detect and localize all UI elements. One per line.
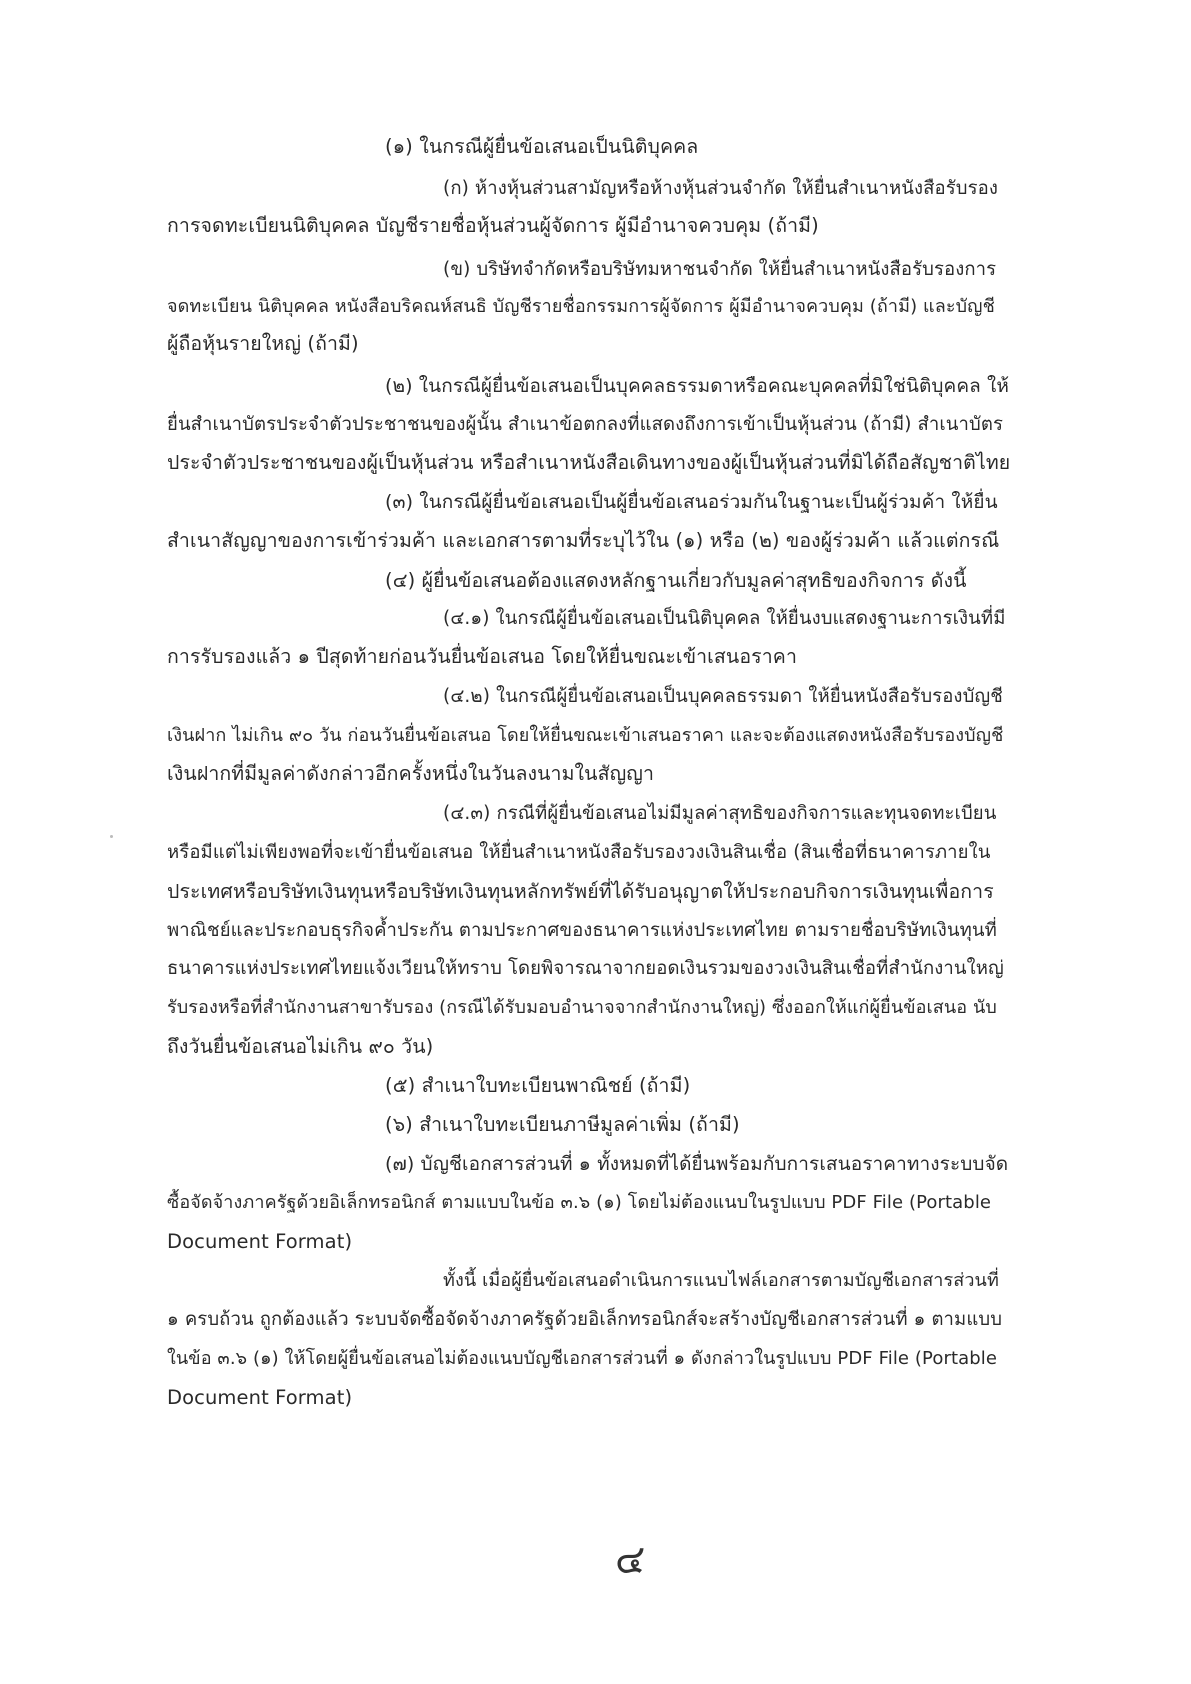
text-line: หรือมีแต่ไม่เพียงพอที่จะเข้ายื่นข้อเสนอ ให้ยื่นสำเนาหนังสือรับรองวงเงินสินเชื่อ (สินเชื่อที่ธนาคารภายใน: [167, 842, 991, 863]
text-line: จดทะเบียน นิติบุคคล หนังสือบริคณห์สนธิ บัญชีรายชื่อกรรมการผู้จัดการ ผู้มีอำนาจควบคุม (ถ้ามี) และบัญชี: [167, 296, 995, 317]
text-line: (๔) ผู้ยื่นข้อเสนอต้องแสดงหลักฐานเกี่ยวกับมูลค่าสุทธิของกิจการ ดังนี้: [385, 569, 967, 592]
text-line: (๖) สำเนาใบทะเบียนภาษีมูลค่าเพิ่ม (ถ้ามี): [385, 1113, 740, 1136]
text-line: ในข้อ ๓.๖ (๑) ให้โดยผู้ยื่นข้อเสนอไม่ต้องแนบบัญชีเอกสารส่วนที่ ๑ ดังกล่าวในรูปแบบ PDF File (Portable: [167, 1348, 998, 1369]
text-line: ๑ ครบถ้วน ถูกต้องแล้ว ระบบจัดซื้อจัดจ้างภาครัฐด้วยอิเล็กทรอนิกส์จะสร้างบัญชีเอกสารส่วนที่ ๑ ตามแบบ: [167, 1309, 1003, 1330]
text-line: พาณิชย์และประกอบธุรกิจค้ำประกัน ตามประกาศของธนาคารแห่งประเทศไทย ตามรายชื่อบริษัทเงินทุนที่: [167, 920, 997, 941]
text-line: Document Format): [167, 1230, 353, 1253]
text-line: ถึงวันยื่นข้อเสนอไม่เกิน ๙๐ วัน): [167, 1035, 434, 1058]
text-line: การจดทะเบียนนิติบุคคล บัญชีรายชื่อหุ้นส่วนผู้จัดการ ผู้มีอำนาจควบคุม (ถ้ามี): [167, 214, 819, 237]
text-line: ยื่นสำเนาบัตรประจำตัวประชาชนของผู้นั้น สำเนาข้อตกลงที่แสดงถึงการเข้าเป็นหุ้นส่วน (ถ้ามี) สำเนาบัตร: [167, 414, 1003, 435]
text-line: (๕) สำเนาใบทะเบียนพาณิชย์ (ถ้ามี): [385, 1074, 691, 1097]
page-number: ๔: [615, 1537, 646, 1583]
text-line: การรับรองแล้ว ๑ ปีสุดท้ายก่อนวันยื่นข้อเสนอ โดยให้ยื่นขณะเข้าเสนอราคา: [167, 645, 797, 668]
text-line: (๑) ในกรณีผู้ยื่นข้อเสนอเป็นนิติบุคคล: [385, 135, 699, 158]
text-line: เงินฝาก ไม่เกิน ๙๐ วัน ก่อนวันยื่นข้อเสนอ โดยให้ยื่นขณะเข้าเสนอราคา และจะต้องแสดงหนังสือรับรองบัญชี: [167, 725, 1004, 746]
text-line: ซื้อจัดจ้างภาครัฐด้วยอิเล็กทรอนิกส์ ตามแบบในข้อ ๓.๖ (๑) โดยไม่ต้องแนบในรูปแบบ PDF File (Portable: [167, 1192, 992, 1213]
text-line: (๔.๑) ในกรณีผู้ยื่นข้อเสนอเป็นนิติบุคคล ให้ยื่นงบแสดงฐานะการเงินที่มี: [443, 608, 1006, 629]
text-line: (ก) ห้างหุ้นส่วนสามัญหรือห้างหุ้นส่วนจำกัด ให้ยื่นสำเนาหนังสือรับรอง: [443, 178, 998, 199]
text-line: ประเทศหรือบริษัทเงินทุนหรือบริษัทเงินทุนหลักทรัพย์ที่ได้รับอนุญาตให้ประกอบกิจการเงินทุนเพื่อการ: [167, 880, 994, 903]
text-line: รับรองหรือที่สำนักงานสาขารับรอง (กรณีได้รับมอบอำนาจจากสำนักงานใหญ่) ซึ่งออกให้แก่ผู้ยื่นข้อเสนอ นับ: [167, 997, 997, 1018]
text-line: ทั้งนี้ เมื่อผู้ยื่นข้อเสนอดำเนินการแนบไฟล์เอกสารตามบัญชีเอกสารส่วนที่: [443, 1270, 999, 1291]
text-line: (๓) ในกรณีผู้ยื่นข้อเสนอเป็นผู้ยื่นข้อเสนอร่วมกันในฐานะเป็นผู้ร่วมค้า ให้ยื่น: [385, 491, 998, 513]
text-line: (๔.๒) ในกรณีผู้ยื่นข้อเสนอเป็นบุคคลธรรมดา ให้ยื่นหนังสือรับรองบัญชี: [443, 686, 1003, 707]
text-line: (ข) บริษัทจำกัดหรือบริษัทมหาชนจำกัด ให้ยื่นสำเนาหนังสือรับรองการ: [443, 259, 997, 280]
text-line: ผู้ถือหุ้นรายใหญ่ (ถ้ามี): [167, 332, 359, 355]
text-line: Document Format): [167, 1386, 353, 1409]
text-line: (๔.๓) กรณีที่ผู้ยื่นข้อเสนอไม่มีมูลค่าสุทธิของกิจการและทุนจดทะเบียน: [443, 803, 997, 824]
text-line: ธนาคารแห่งประเทศไทยแจ้งเวียนให้ทราบ โดยพิจารณาจากยอดเงินรวมของวงเงินสินเชื่อที่สำนักงานใหญ่: [167, 958, 1004, 979]
text-line: ประจำตัวประชาชนของผู้เป็นหุ้นส่วน หรือสำเนาหนังสือเดินทางของผู้เป็นหุ้นส่วนที่มิได้ถือสัญชาติไทย: [167, 451, 1011, 474]
text-line: (๗) บัญชีเอกสารส่วนที่ ๑ ทั้งหมดที่ได้ยื่นพร้อมกับการเสนอราคาทางระบบจัด: [385, 1153, 1009, 1175]
text-line: (๒) ในกรณีผู้ยื่นข้อเสนอเป็นบุคคลธรรมดาหรือคณะบุคคลที่มิใช่นิติบุคคล ให้: [385, 375, 1010, 397]
text-line: สำเนาสัญญาของการเข้าร่วมค้า และเอกสารตามที่ระบุไว้ใน (๑) หรือ (๒) ของผู้ร่วมค้า แล้วแต่กรณี: [167, 529, 1000, 552]
scan-speck: [110, 835, 113, 838]
text-line: เงินฝากที่มีมูลค่าดังกล่าวอีกครั้งหนึ่งในวันลงนามในสัญญา: [167, 762, 655, 785]
